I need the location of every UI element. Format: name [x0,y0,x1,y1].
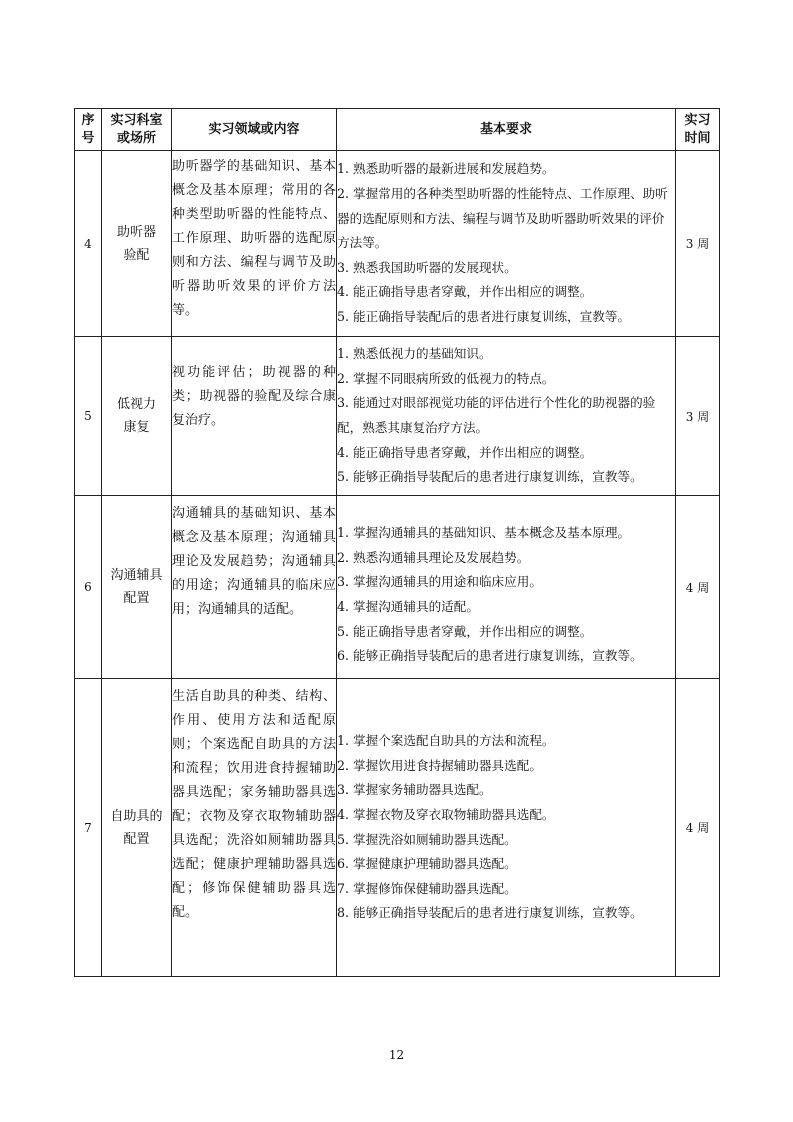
requirement-item: 4. 能正确指导患者穿戴，并作出相应的调整。 [337,284,593,300]
header-time: 实习 时间 [676,109,720,151]
requirement-item: 3. 熟悉我国助听器的发展现状。 [337,259,517,275]
requirement-item: 4. 能正确指导患者穿戴，并作出相应的调整。 [337,444,593,460]
table-row [75,151,720,337]
row-content: 生活自助具的种类、结构、作用、使用方法和适配原则；个案选配自助具的方法和流程；饮用进食持握辅助器具选配；家务辅助器具选配；衣物及穿衣取物辅助器具选配；洗浴如厕辅助器具选配；健康护理辅助器具选配；修饰保健辅助器具选配。 [172,679,337,977]
requirement-item: 4. 掌握衣物及穿衣取物辅助器具选配。 [337,806,555,822]
requirement-item: 8. 能够正确指导装配后的患者进行康复训练，宣教等。 [337,905,643,921]
row-time: 4 周 [676,679,720,977]
requirement-item: 5. 掌握洗浴如厕辅助器具选配。 [337,831,517,847]
row-number: 4 [75,151,102,337]
requirement-item: 3. 掌握沟通辅具的用途和临床应用。 [337,574,542,590]
requirement-item: 1. 掌握个案选配自助具的方法和流程。 [337,733,555,749]
requirement-item: 6. 掌握健康护理辅助器具选配。 [337,856,517,872]
requirement-item: 2. 掌握饮用进食持握辅助器具选配。 [337,757,542,773]
header-requirements: 基本要求 [337,109,676,151]
requirement-item: 6. 能够正确指导装配后的患者进行康复训练，宣教等。 [337,648,643,664]
table-row [75,496,720,679]
requirement-item: 1. 掌握沟通辅具的基础知识、基本概念及基本原理。 [337,525,631,541]
requirement-item: 5. 能正确指导患者穿戴，并作出相应的调整。 [337,623,593,639]
internship-table [74,108,720,977]
requirement-item: 3. 能通过对眼部视觉功能的评估进行个性化的助视器的验配，熟悉其康复治疗方法。 [337,395,656,435]
requirement-item: 5. 能够正确指导装配后的患者进行康复训练，宣教等。 [337,469,643,485]
requirement-item: 4. 掌握沟通辅具的适配。 [337,599,479,614]
row-place: 助听器 验配 [102,151,172,337]
row-time: 4 周 [676,496,720,679]
table-row [75,337,720,496]
header-content: 实习领域或内容 [172,109,337,151]
row-content: 助听器学的基础知识、基本概念及基本原理；常用的各种类型助听器的性能特点、工作原理、助听器的选配原则和方法、编程与调节及助听器助听效果的评价方法等。 [172,151,337,337]
row-number: 6 [75,496,102,679]
row-place: 自助具的 配置 [102,679,172,977]
row-place: 沟通辅具 配置 [102,496,172,679]
requirement-item: 1. 熟悉低视力的基础知识。 [337,346,492,362]
header-seq: 序 号 [75,109,102,151]
row-requirements [337,151,676,337]
requirement-item: 5. 能正确指导装配后的患者进行康复训练，宣教等。 [337,308,631,324]
table-header-row [75,109,720,151]
page-number: 12 [388,1048,405,1062]
requirement-item: 2. 熟悉沟通辅具理论及发展趋势。 [337,549,530,565]
requirement-item: 1. 熟悉助听器的最新进展和发展趋势。 [337,161,555,177]
row-requirements [337,337,676,496]
header-place: 实习科室 或场所 [102,109,172,151]
row-place: 低视力 康复 [102,337,172,496]
requirement-item: 7. 掌握修饰保健辅助器具选配。 [337,880,517,896]
row-requirements [337,496,676,679]
requirement-item: 2. 掌握不同眼病所致的低视力的特点。 [337,370,555,386]
row-number: 5 [75,337,102,496]
table-row [75,679,720,977]
row-content: 沟通辅具的基础知识、基本概念及基本原理；沟通辅具理论及发展趋势；沟通辅具的用途；沟通辅具的临床应用；沟通辅具的适配。 [172,496,337,679]
requirement-item: 3. 掌握家务辅助器具选配。 [337,782,492,798]
row-requirements [337,679,676,977]
row-content: 视功能评估；助视器的种类；助视器的验配及综合康复治疗。 [172,337,337,496]
row-time: 3 周 [676,337,720,496]
requirement-item: 2. 掌握常用的各种类型助听器的性能特点、工作原理、助听器的选配原则和方法、编程与调节及助听器助听效果的评价方法等。 [337,186,668,251]
row-time: 3 周 [676,151,720,337]
row-number: 7 [75,679,102,977]
